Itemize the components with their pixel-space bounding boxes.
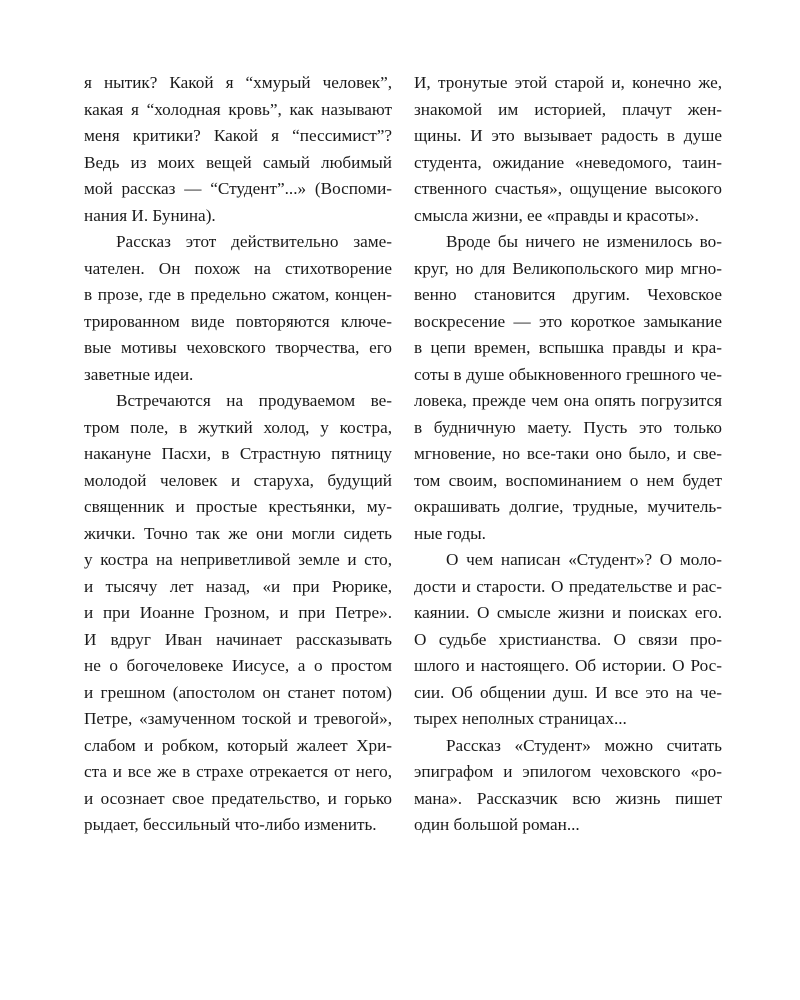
text-line: у костра на неприветливой земле и сто, [84,550,392,569]
text-line: ста и все же в страхе отрекается от него, [84,762,392,781]
text-line: Вроде бы ничего не изменилось во- [446,232,722,251]
text-line: священник и простые крестьянки, му- [84,497,392,516]
text-line: Рассказ «Студент» можно считать [446,735,722,755]
text-line: шлого и настоящего. Об истории. О Рос- [414,656,722,675]
paragraph [414,733,722,839]
text-line: Встречаются на продуваемом ве- [116,391,392,410]
text-line: мгновение, но все-таки оно было, и све- [414,444,722,463]
text-line: сии. Об общении душ. И все это на че- [414,682,722,702]
text-line: не о богочеловеке Иисусе, а о простом [84,656,392,675]
text-line: в будничную маету. Пусть это только [414,417,722,437]
text-line: И, тронутые этой старой и, конечно же, [414,73,722,92]
text-line: щины. И это вызывает радость в душе [414,126,722,145]
right-text-column [414,70,722,839]
text-line: молодой человек и старуха, будущий [84,470,392,490]
text-line: соты в душе обыкновенного грешного че- [414,364,722,384]
text-line: знакомой им историей, плачут жен- [414,99,722,119]
text-line: и грешном (апостолом он станет потом) [84,682,392,702]
text-line: воскресение — это короткое замыкание [414,311,722,331]
text-line: и осознает свое предательство, и горько [84,788,392,808]
text-line: окрашивать долгие, трудные, мучитель- [414,497,722,516]
text-line: чателен. Он похож на стихотворение [84,258,392,278]
text-line: венно становится другим. Чеховское [414,285,722,304]
paragraph [414,547,722,733]
text-line: тром поле, в жуткий холод, у костра, [84,417,392,437]
paragraph [84,388,392,839]
text-line: мой рассказ — “Студент”...» (Воспоми- [84,179,392,198]
text-line: дости и старости. О предательстве и рас- [414,576,722,596]
text-line: ловека, прежде чем она опять погрузится [414,391,722,410]
text-line: накануне Пасхи, в Страстную пятницу [84,444,392,463]
text-line: смысла жизни, ее «правды и красоты». [414,205,699,225]
text-line: трированном виде повторяются ключе- [84,311,392,331]
paragraph [414,70,722,229]
text-line: рыдает, бессильный что-либо изменить. [84,815,377,834]
paragraph [414,229,722,547]
text-line: и при Иоанне Грозном, и при Петре». [84,603,392,622]
text-line: ственного счастья», ощущение высокого [414,179,722,198]
text-line: тырех неполных страницах... [414,709,627,728]
text-line: мана». Рассказчик всю жизнь пишет [414,788,722,808]
text-line: вые мотивы чеховского творчества, его [84,338,392,357]
text-line: меня критики? Какой я “пессимист”? [84,126,392,145]
text-line: заветные идеи. [84,364,194,384]
text-line: я нытик? Какой я “хмурый человек”, [84,73,392,92]
text-line: в прозе, где в предельно сжатом, концен- [84,285,392,304]
left-text-column [84,70,392,839]
text-line: Петре, «замученном тоской и тревогой», [84,709,392,728]
text-line: эпиграфом и эпилогом чеховского «ро- [414,762,722,781]
paragraph [84,229,392,388]
text-line: какая я “холодная кровь”, как называют [84,99,392,119]
text-line: И вдруг Иван начинает рассказывать [84,629,392,649]
text-line: студента, ожидание «неведомого, таин- [414,152,722,172]
text-line: Ведь из моих вещей самый любимый [84,152,392,172]
paragraph [84,70,392,229]
text-line: ные годы. [414,523,486,543]
text-line: один большой роман... [414,815,580,834]
text-line: слабом и робком, который жалеет Хри- [84,735,392,755]
text-line: и тысячу лет назад, «и при Рюрике, [84,576,392,596]
text-line: том своим, воспоминанием о нем будет [414,470,722,490]
text-line: жички. Точно так же они могли сидеть [84,523,392,543]
text-line: О судьбе христианства. О связи про- [414,629,722,649]
text-line: каянии. О смысле жизни и поисках его. [414,603,722,622]
text-line: нания И. Бунина). [84,205,216,225]
text-line: О чем написан «Студент»? О моло- [446,550,722,569]
text-line: Рассказ этот действительно заме- [116,232,392,251]
text-line: в цепи времен, вспышка правды и кра- [414,338,722,357]
text-line: круг, но для Великопольского мир мгно- [414,258,722,278]
